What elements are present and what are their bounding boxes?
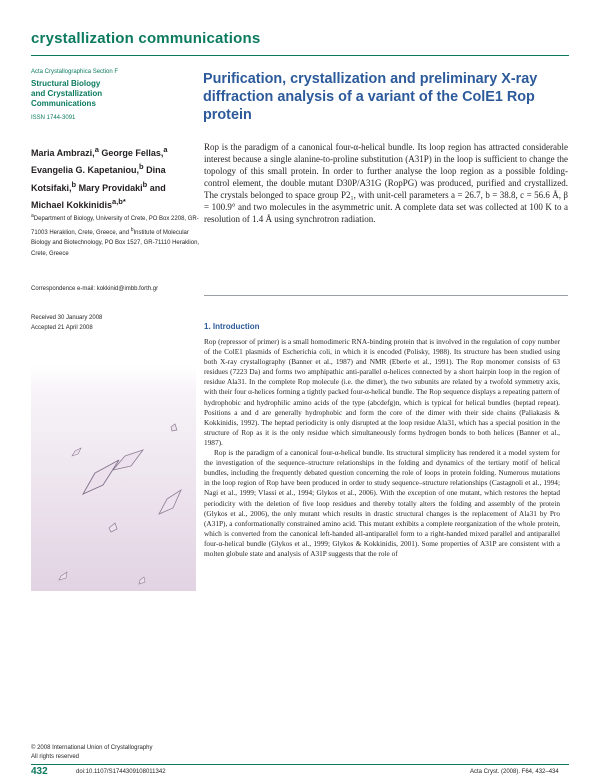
doi: doi:10.1107/S1744309108011342 bbox=[76, 769, 166, 775]
affiliations: $^a$Department of Biology, University of Crete, PO Box 2208, GR-71003 Heraklion, Crete, Greece, and $^b$Institute of Molecular Biology and Biotechnology, PO Box 1527, GR-71110 Heraklion, Crete, Greece bbox=[31, 213, 200, 257]
micrograph-background bbox=[31, 366, 196, 591]
author-affiliation-mark: a,b* bbox=[112, 196, 126, 206]
crystal-micrograph bbox=[31, 366, 196, 591]
journal-section-label: Acta Crystallographica Section F bbox=[31, 69, 119, 75]
author-name: Dina Kotsifaki, bbox=[31, 165, 166, 193]
copyright-line: All rights reserved bbox=[31, 754, 80, 760]
author-name: George Fellas, bbox=[101, 148, 164, 158]
header-divider bbox=[31, 55, 569, 56]
author-affiliation-mark: b bbox=[142, 179, 148, 189]
abstract: Rop is the paradigm of a canonical four-α-helical bundle. Its loop region has attracted considerable interest because a single alanine-to-proline substitution (A31P) in the loop is sufficient to change the topology of this small protein. In order to further analyse the loop region as a possible folding-control element, the double mutant D30P/A31G (RopPG) was produced, purified and crystallized. The crystals belonged to space group P2₁, with unit-cell parameters a = 26.7, b = 38.8, c = 56.6 Å, β = 100.9° and two molecules in the asymmetric unit. A complete data set was collected at 100 K to a resolution of 1.4 Å using synchrotron radiation. bbox=[204, 142, 568, 224]
affiliation-a: Department of Biology, University of Crete, PO Box 2208, GR-71003 Heraklion, Crete, Greece, and bbox=[31, 216, 199, 236]
copyright bbox=[31, 744, 153, 762]
paper-title: Purification, crystallization and preliminary X-ray diffraction analysis of a variant of the ColE1 Rop protein bbox=[203, 71, 538, 123]
journal-name-line: Communications bbox=[31, 99, 96, 108]
correspondence-email: Correspondence e-mail: kokkinid@imbb.forth.gr bbox=[31, 286, 159, 292]
author-affiliation-mark: a bbox=[94, 145, 99, 154]
paragraph: Rop (repressor of primer) is a small homodimeric RNA-binding protein that is involved in the regulation of copy number of the ColE1 plasmids of Escherichia coli, in which it is encoded (Polisky, 1988). Its structure has been studied using both X-ray crystallography (Banner et al., 1987) and NMR (Eberle et al., 1991). The Rop monomer consists of 63 residues (7223 Da) and forms two amphipathic anti-parallel α-helices connected by a short hairpin loop in the region of residue Ala31. In the complete Rop molecule (i.e. the dimer), the two subunits are related by a twofold symmetry axis, with their four α-helices forming a tightly packed four-α-helical bundle. The Rop sequence displays a repeating pattern of hydrophobic and hydrophilic amino acids of the type (abcdefg)n, which is typical for helical bundles (heptad repeat). Positions a and d are generally hydrophobic and form the core of the dimer with their side chains (Paliakasis & Kokkinidis, 1992). The heptad periodicity is only disrupted at the loop residue Ala31, which has a special position in the structure of Rop as it is the only residue which simultaneously forms hydrogen bonds to both helices (Banner et al., 1987). bbox=[204, 337, 560, 447]
author-affiliation-mark: b bbox=[71, 179, 77, 189]
paragraph: Rop is the paradigm of a canonical four-α-helical bundle. Its structural simplicity has rendered it a model system for the investigation of the sequence–structure relationships in the folding and dynamics of the tertiary motif of helical bundles, including the frequently debated question concerning the role of loops in protein folding. Numerous mutations in the loop region of Rop have been produced in order to study sequence–structure relationships (Castagnoli et al., 1994; Nagi et al., 1999; Vlassi et al., 1994; Glykos et al., 2006). With the exception of one mutant, which restores the heptad periodicity with the deletion of five loop residues and thereby totally alters the folding and assembly of the protein (Glykos et al., 2006), the only mutant which results in drastic structural changes is the replacement of Ala31 by Pro (A31P), a conformationally constrained amino acid. This mutant exhibits a complete reorganization of the whole protein, which is converted from the canonical left-handed all-antiparallel form to a right-handed mixed parallel and antiparallel four-α-helical bundle (Glykos et al., 1999; Glykos & Kokkinidis, 2001). Some properties of A31P are consistent with a molten globule state and analysis of A31P suggests that the role of bbox=[204, 448, 560, 558]
author-list: Maria Ambrazi,$^a$ George Fellas,$^a$ Evangelia G. Kapetaniou,$^b$ Dina Kotsifaki,$^b$ Mary Providaki$^b$ and Michael Kokkinidis$^{a,b*}$ bbox=[31, 145, 168, 210]
section-heading: 1. Introduction bbox=[204, 322, 260, 331]
copyright-line: © 2008 International Union of Crystallography bbox=[31, 745, 153, 751]
author-name: Michael Kokkinidis bbox=[31, 199, 113, 210]
journal-name-line: Structural Biology bbox=[31, 79, 101, 88]
affiliation-b: Institute of Molecular Biology and Biotechnology, PO Box 1527, GR-71110 Heraklion, Crete, Greece bbox=[31, 229, 200, 257]
author-affiliation-mark: b bbox=[139, 162, 144, 172]
received-date: Received 30 January 2008 bbox=[31, 315, 103, 321]
dates bbox=[31, 313, 102, 333]
journal-citation: Acta Cryst. (2008). F64, 432–434 bbox=[470, 769, 559, 775]
body-text bbox=[204, 337, 560, 559]
abstract-divider bbox=[204, 295, 568, 296]
page-number: 432 bbox=[31, 766, 48, 777]
author-name: Mary Providaki bbox=[78, 182, 143, 193]
author-affiliation-mark: a bbox=[163, 145, 168, 154]
section-header: crystallization communications bbox=[31, 30, 261, 47]
accepted-date: Accepted 21 April 2008 bbox=[31, 325, 93, 331]
issn: ISSN 1744-3091 bbox=[31, 115, 76, 121]
journal-name-line: and Crystallization bbox=[31, 89, 103, 98]
journal-name bbox=[31, 79, 191, 109]
author-name: Maria Ambrazi, bbox=[31, 148, 95, 158]
footer-divider bbox=[31, 764, 569, 765]
author-name: Evangelia G. Kapetaniou, bbox=[31, 165, 140, 176]
